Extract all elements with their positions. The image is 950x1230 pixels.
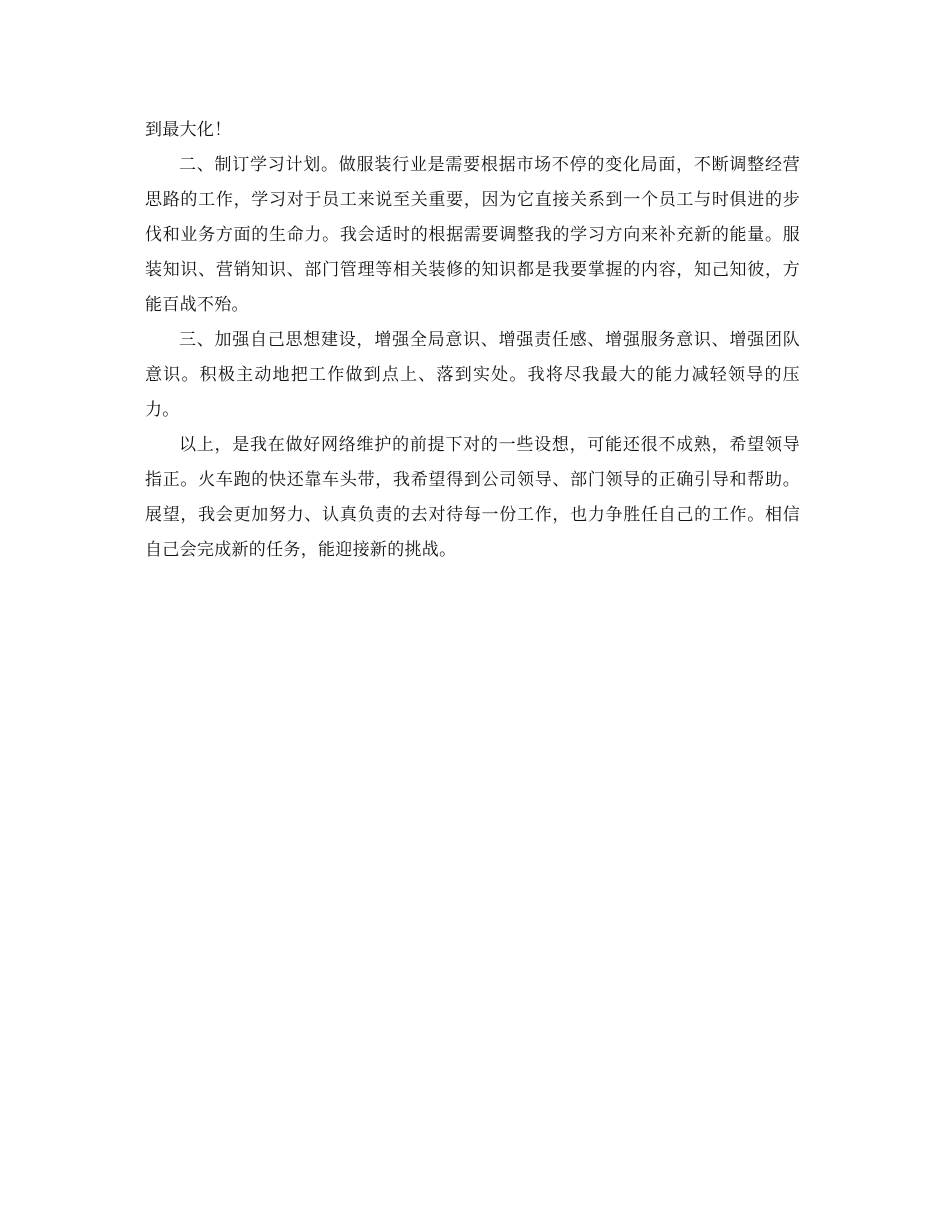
- paragraph-conclusion: 以上，是我在做好网络维护的前提下对的一些设想，可能还很不成熟，希望领导指正。火车跑的快还靠车头带，我希望得到公司领导、部门领导的正确引导和帮助。展望，我会更加努力、认真负责的去对待每一份工作，也力争胜任自己的工作。相信自己会完成新的任务，能迎接新的挑战。: [145, 435, 800, 560]
- document-body: [145, 113, 800, 568]
- paragraph-continuation: 到最大化！: [145, 120, 232, 140]
- paragraph-ideology: 三、加强自己思想建设，增强全局意识、增强责任感、增强服务意识、增强团队意识。积极主动地把工作做到点上、落到实处。我将尽我最大的能力减轻领导的压力。: [145, 330, 800, 420]
- paragraph-study-plan: 二、制订学习计划。做服装行业是需要根据市场不停的变化局面，不断调整经营思路的工作，学习对于员工来说至关重要，因为它直接关系到一个员工与时俱进的步伐和业务方面的生命力。我会适时的根据需要调整我的学习方向来补充新的能量。服装知识、营销知识、部门管理等相关装修的知识都是我要掌握的内容，知己知彼，方能百战不殆。: [145, 155, 800, 315]
